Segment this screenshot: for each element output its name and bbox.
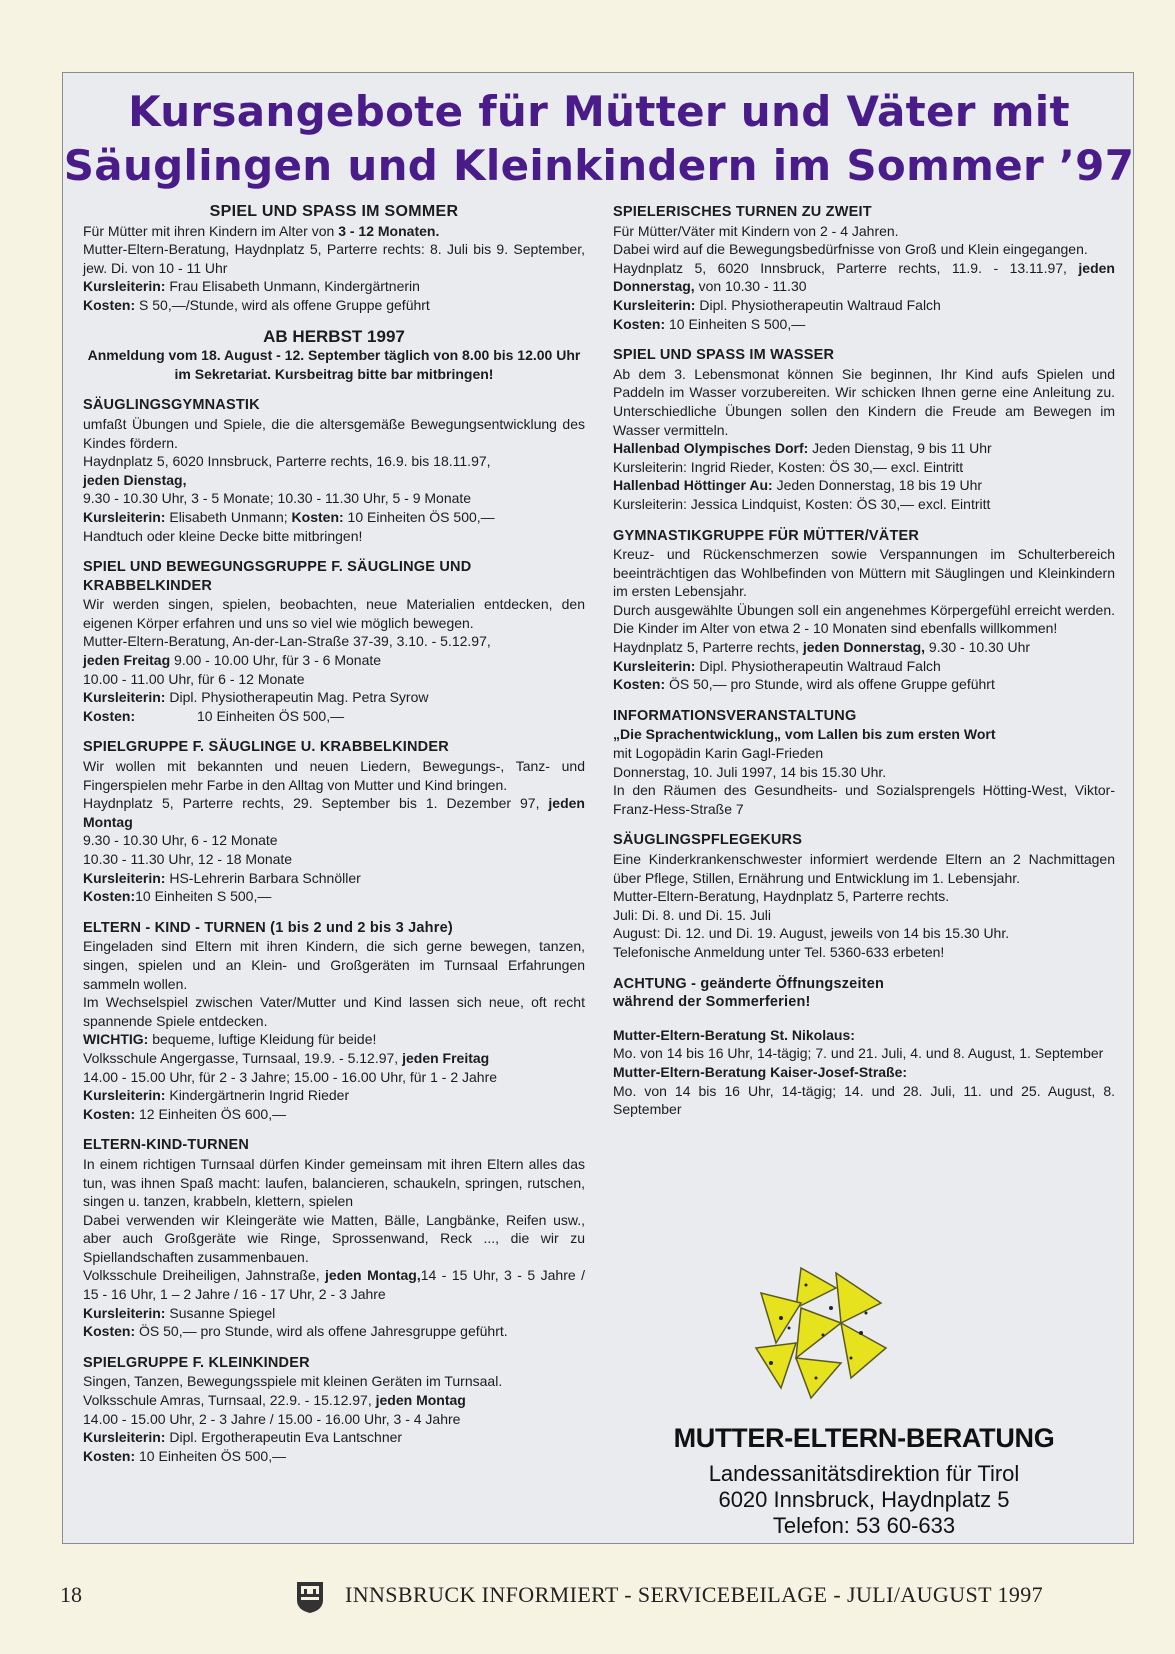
text: Mutter-Eltern-Beratung, Haydnplatz 5, Parterre rechts: 8. Juli bis 9. September, jew. Di. von 10 - 11 Uhr — [83, 241, 585, 276]
times: 9.30 - 10.30 Uhr, 6 - 12 Monate — [83, 832, 278, 849]
section-title: SPIELERISCHES TURNEN ZU ZWEIT — [613, 204, 872, 220]
cost-label: Kosten: — [83, 707, 136, 724]
cost-value: 10 Einheiten ÖS 500,— — [343, 508, 495, 525]
page-number: 18 — [60, 1582, 82, 1607]
section-spielgruppe-saeuglinge — [83, 738, 585, 905]
text: Kreuz- und Rückenschmerzen sowie Verspannungen im Schulterbereich beeinträchtigen das Wohlbefinden von Müttern mit Säuglingen und Kleinkindern im ersten Lebensjahr. — [613, 546, 1115, 600]
section-title: GYMNASTIKGRUPPE FÜR MÜTTER/VÄTER — [613, 527, 920, 544]
location-label: Mutter-Eltern-Beratung Kaiser-Josef-Straße: — [613, 1063, 908, 1080]
lead-value: Kindergärtnerin Ingrid Rieder — [165, 1087, 350, 1104]
cost-value: ÖS 50,— pro Stunde, wird als offene Jahresgruppe geführt. — [135, 1323, 508, 1340]
text: umfaßt Übungen und Spiele, die die altersgemäße Bewegungsentwicklung des Kindes fördern. — [83, 415, 585, 451]
text: Singen, Tanzen, Bewegungsspiele mit kleinen Geräten im Turnsaal. — [83, 1373, 503, 1390]
text: Eine Kinderkrankenschwester informiert werdende Eltern an 2 Nachmittagen über Pflege, Stillen, Ernährung und Entwicklung im 1. Lebensjahr. — [613, 851, 1115, 886]
text: Im Wechselspiel zwischen Vater/Mutter und Kind lassen sich neue, oft recht spannende Spiele entdecken. — [83, 994, 585, 1029]
cost-value: 10 Einheiten ÖS 500,— — [135, 1447, 287, 1464]
section-saeuglingspflegekurs — [613, 831, 1115, 961]
lead-label: Kursleiterin: — [83, 689, 166, 706]
text: Haydnplatz 5, 6020 Innsbruck, Parterre rechts, 16.9. bis 18.11.97, — [83, 453, 491, 470]
section-eltern-kind-turnen-2 — [83, 1136, 585, 1341]
weekday: jeden Donnerstag, — [802, 639, 926, 656]
lead-label: Kursleiterin: — [83, 1429, 166, 1446]
registration-notice: Anmeldung vom 18. August - 12. September täglich von 8.00 bis 12.00 Uhr im Sekretariat. Kursbeitrag bitte bar mitbringen! — [87, 347, 581, 382]
location-hours: Mo. von 14 bis 16 Uhr, 14-tägig; 7. und 21. Juli, 4. und 8. August, 1. September — [613, 1045, 1104, 1062]
cost-label: Kosten: — [83, 1105, 136, 1122]
section-title: SÄUGLINGSPFLEGEKURS — [613, 832, 803, 849]
text: Dabei verwenden wir Kleingeräte wie Matten, Bälle, Langbänke, Reifen usw., aber auch Großgeräte wie Ringe, Sprossenwand, Reck ..., die wir zu Spiellandschaften zusammenbauen. — [83, 1211, 585, 1265]
organization-department: Landessanitätsdirektion für Tirol — [708, 1461, 1020, 1486]
left-column — [83, 203, 585, 1478]
text: In den Räumen des Gesundheits- und Sozialsprengels Hötting-West, Viktor-Franz-Hess-Straße 7 — [613, 782, 1115, 817]
text: Für Mütter/Väter mit Kindern von 2 - 4 Jahren. — [613, 222, 899, 239]
cost-label: Kosten: — [83, 296, 136, 313]
text: Volksschule Amras, Turnsaal, 22.9. - 15.12.97, — [83, 1392, 376, 1409]
section-title: ELTERN - KIND - TURNEN (1 bis 2 und 2 bis 3 Jahre) — [83, 919, 453, 936]
text: Haydnplatz 5, Parterre rechts, — [613, 639, 803, 656]
section-gymnastikgruppe — [613, 527, 1115, 694]
lead-value: Dipl. Physiotherapeutin Mag. Petra Syrow — [165, 689, 429, 706]
weekday: jeden Freitag — [402, 1049, 490, 1066]
times: 9.30 - 10.30 Uhr — [925, 639, 1031, 656]
weekday: jeden Montag — [83, 795, 585, 830]
times: 14 - 15 Uhr, 3 - 5 Jahre / 15 - 16 Uhr, 1 – 2 Jahre / 16 - 17 Uhr, 2 - 3 Jahre — [83, 1267, 585, 1303]
cost-label: Kosten: — [83, 1323, 136, 1340]
venue-details: Kursleiterin: Ingrid Rieder, Kosten: ÖS 30,— excl. Eintritt — [613, 458, 964, 475]
organization-address: 6020 Innsbruck, Haydnplatz 5 — [718, 1487, 1010, 1512]
section-title: SPIELGRUPPE F. SÄUGLINGE U. KRABBELKINDER — [83, 739, 449, 756]
lead-value: Dipl. Physiotherapeutin Waltraud Falch — [695, 657, 941, 674]
section-spiel-spass-wasser — [613, 346, 1115, 513]
triangles-logo-icon — [741, 1263, 891, 1403]
text: Wir werden singen, spielen, beobachten, neue Materialien entdecken, den eigenen Körper erfahren und uns so viel wie möglich bewegen. — [83, 596, 585, 631]
times: von 10.30 - 11.30 — [694, 278, 807, 295]
text: mit Logopädin Karin Gagl-Frieden — [613, 745, 824, 762]
city-crest-icon — [295, 1580, 325, 1614]
cost-value: 10 Einheiten S 500,— — [665, 315, 806, 332]
section-title: SPIEL UND SPASS IM WASSER — [613, 347, 835, 364]
cost-value: 10 Einheiten S 500,— — [135, 888, 272, 905]
venue-details: Kursleiterin: Jessica Lindquist, Kosten: ÖS 30,— excl. Eintritt — [613, 495, 991, 512]
cost-label: Kosten: — [83, 1447, 136, 1464]
weekday: jeden Dienstag, — [83, 471, 187, 488]
cost-value: ÖS 50,— pro Stunde, wird als offene Gruppe geführt — [665, 676, 995, 693]
note: Handtuch oder kleine Decke bitte mitbringen! — [83, 527, 363, 544]
cost-value: 10 Einheiten ÖS 500,— — [197, 707, 345, 724]
page-headline — [63, 85, 1135, 193]
weekday: jeden Montag, — [325, 1267, 421, 1284]
headline-line-2: Säuglingen und Kleinkindern im Sommer ’97 — [63, 141, 1135, 190]
organization-block — [613, 1263, 1115, 1538]
text: Dabei wird auf die Bewegungsbedürfnisse von Groß und Klein eingegangen. — [613, 241, 1088, 258]
important-label: WICHTIG: — [83, 1031, 149, 1048]
headline-line-1: Kursangebote für Mütter und Väter mit — [128, 87, 1070, 136]
section-title: SPIEL UND BEWEGUNGSGRUPPE F. SÄUGLINGE UND KRABBELKINDER — [83, 559, 472, 594]
section-title: INFORMATIONSVERANSTALTUNG — [613, 707, 857, 724]
times: 9.30 - 10.30 Uhr, 3 - 5 Monate; 10.30 - 11.30 Uhr, 5 - 9 Monate — [83, 490, 472, 507]
location-label: Mutter-Eltern-Beratung St. Nikolaus: — [613, 1026, 855, 1043]
text: Telefonische Anmeldung unter Tel. 5360-633 erbeten! — [613, 943, 945, 960]
venue-label: Hallenbad Höttinger Au: — [613, 477, 773, 494]
text: Donnerstag, 10. Juli 1997, 14 bis 15.30 Uhr. — [613, 763, 887, 780]
section-achtung — [613, 975, 1115, 1119]
lead-value: Frau Elisabeth Unmann, Kindergärtnerin — [165, 278, 420, 295]
lead-value: Elisabeth Unmann; — [165, 508, 292, 525]
venue-label: Hallenbad Olympisches Dorf: — [613, 440, 809, 457]
important-value: bequeme, luftige Kleidung für beide! — [148, 1031, 377, 1048]
cost-value: 12 Einheiten ÖS 600,— — [135, 1105, 287, 1122]
lead-label: Kursleiterin: — [613, 296, 696, 313]
section-spielgruppe-kleinkinder — [83, 1354, 585, 1466]
location-hours: Mo. von 14 bis 16 Uhr, 14-tägig; 14. und 28. Juli, 11. und 25. August, 8. September — [613, 1082, 1115, 1118]
text: Eingeladen sind Eltern mit ihren Kindern, die sich gerne bewegen, tanzen, singen, spielen und an Klein- und Großgeräten im Turnsaal Erfahrungen sammeln wollen. — [83, 938, 585, 992]
weekday: jeden Montag — [375, 1392, 466, 1409]
section-title: AB HERBST 1997 — [263, 326, 405, 346]
weekday: jeden Freitag — [83, 652, 171, 669]
times: 9.00 - 10.00 Uhr, für 3 - 6 Monate — [170, 652, 382, 669]
venue-time: Jeden Donnerstag, 18 bis 19 Uhr — [772, 477, 983, 494]
lead-value: Dipl. Ergotherapeutin Eva Lantschner — [165, 1429, 403, 1446]
text: Durch ausgewählte Übungen soll ein angenehmes Körpergefühl erreicht werden. Die Kinder im Alter von etwa 2 - 10 Monaten sind ebenfalls willkommen! — [613, 601, 1115, 637]
section-spiel-bewegungsgruppe — [83, 558, 585, 725]
lead-value: Dipl. Physiotherapeutin Waltraud Falch — [695, 296, 941, 313]
lead-label: Kursleiterin: — [83, 1304, 166, 1321]
section-title: SÄUGLINGSGYMNASTIK — [83, 397, 260, 414]
text: Volksschule Angergasse, Turnsaal, 19.9. - 5.12.97, — [83, 1049, 403, 1066]
text: Haydnplatz 5, Parterre rechts, 29. September bis 1. Dezember 97, — [83, 795, 549, 812]
page-footer — [60, 1580, 1135, 1616]
event-subtitle: „Die Sprachentwicklung„ vom Lallen bis zum ersten Wort — [613, 726, 996, 743]
lead-label: Kursleiterin: — [83, 1087, 166, 1104]
section-saeuglingsgymnastik — [83, 396, 585, 545]
cost-value: S 50,—/Stunde, wird als offene Gruppe geführt — [135, 296, 430, 313]
text: Für Mütter mit ihren Kindern im Alter von — [83, 222, 339, 239]
section-title: SPIEL UND SPASS IM SOMMER — [209, 203, 459, 220]
text: Mutter-Eltern-Beratung, Haydnplatz 5, Parterre rechts. — [613, 888, 950, 905]
cost-label: Kosten: — [613, 676, 666, 693]
right-column — [613, 203, 1115, 1132]
times: 14.00 - 15.00 Uhr, für 2 - 3 Jahre; 15.00 - 16.00 Uhr, für 1 - 2 Jahre — [83, 1068, 498, 1085]
lead-label: Kursleiterin: — [83, 278, 166, 295]
lead-label: Kursleiterin: — [83, 508, 166, 525]
lead-value: HS-Lehrerin Barbara Schnöller — [165, 869, 361, 886]
publication-title: INNSBRUCK INFORMIERT - SERVICEBEILAGE - JULI/AUGUST 1997 — [345, 1582, 1044, 1607]
organization-phone: Telefon: 53 60-633 — [772, 1513, 956, 1538]
content-panel — [62, 72, 1134, 1544]
section-title: ELTERN-KIND-TURNEN — [83, 1137, 250, 1154]
cost-label: Kosten: — [613, 315, 666, 332]
text: In einem richtigen Turnsaal dürfen Kinder gemeinsam mit ihren Eltern alles das tun, was ihnen Spaß macht: laufen, balancieren, schaukeln, springen, rutschen, singen u. tanzen, krabbeln, klettern, spielen — [83, 1155, 585, 1210]
section-title: SPIELGRUPPE F. KLEINKINDER — [83, 1354, 310, 1371]
weekday: jeden Donnerstag, — [613, 259, 1115, 295]
text: Haydnplatz 5, 6020 Innsbruck, Parterre rechts, 11.9. - 13.11.97, — [613, 259, 1079, 276]
venue-time: Jeden Dienstag, 9 bis 11 Uhr — [808, 440, 992, 457]
section-ab-herbst — [83, 328, 585, 384]
times: 14.00 - 15.00 Uhr, 2 - 3 Jahre / 15.00 - 16.00 Uhr, 3 - 4 Jahre — [83, 1410, 461, 1427]
organization-name: MUTTER-ELTERN-BERATUNG — [673, 1423, 1055, 1453]
lead-label: Kursleiterin: — [83, 869, 166, 886]
section-spiel-spass-sommer — [83, 203, 585, 315]
age-range: 3 - 12 Monaten. — [338, 222, 440, 239]
section-spielerisches-turnen — [613, 203, 1115, 333]
times: 10.30 - 11.30 Uhr, 12 - 18 Monate — [83, 851, 293, 867]
section-title: ACHTUNG - geänderte Öffnungszeiten während der Sommerferien! — [613, 975, 885, 1011]
text: August: Di. 12. und Di. 19. August, jeweils von 14 bis 15.30 Uhr. — [613, 925, 1010, 942]
text: Juli: Di. 8. und Di. 15. Juli — [613, 906, 771, 923]
section-informationsveranstaltung — [613, 707, 1115, 819]
cost-label: Kosten: — [291, 508, 344, 525]
lead-label: Kursleiterin: — [613, 657, 696, 674]
cost-label: Kosten: — [83, 888, 136, 905]
text: Volksschule Dreiheiligen, Jahnstraße, — [83, 1267, 326, 1284]
lead-value: Susanne Spiegel — [165, 1304, 276, 1321]
times: 10.00 - 11.00 Uhr, für 6 - 12 Monate — [83, 670, 305, 687]
section-eltern-kind-turnen-1 — [83, 919, 585, 1124]
text: Ab dem 3. Lebensmonat können Sie beginnen, Ihr Kind aufs Spielen und Paddeln im Wasser vorzubereiten. Wir schicken Ihnen gerne eine Anleitung zu. Unterschiedliche Übungen sollen den Kindern die Freude am Bewegen im Wasser vermitteln. — [613, 365, 1115, 438]
text: Mutter-Eltern-Beratung, An-der-Lan-Straße 37-39, 3.10. - 5.12.97, — [83, 633, 491, 650]
text: Wir wollen mit bekannten und neuen Liedern, Bewegungs-, Tanz- und Fingerspielen mehr Farbe in den Alltag von Mutter und Kind bringen. — [83, 758, 585, 793]
